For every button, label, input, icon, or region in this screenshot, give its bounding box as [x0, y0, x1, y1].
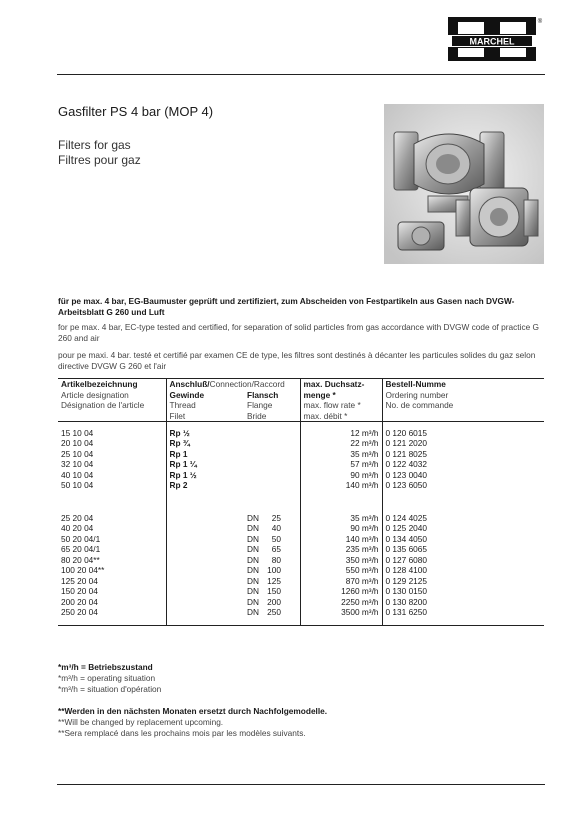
connection-heading-de: Anschluß/ — [169, 379, 210, 389]
table-row — [58, 576, 544, 587]
subtitle-fr: Filtres pour gaz — [58, 153, 141, 167]
flange-cell: DN 80 — [247, 554, 281, 565]
thread-heading-de: Gewinde — [166, 390, 244, 401]
article-cell: 32 10 04 — [61, 459, 94, 469]
order-cell: 0 135 6065 — [382, 544, 544, 555]
table-row — [58, 459, 544, 470]
table-row — [58, 597, 544, 608]
footnote-replacement — [58, 706, 327, 739]
col-connection-heading — [166, 379, 300, 390]
flow-cell: 90 m³/h — [300, 523, 382, 534]
subtitle-en: Filters for gas — [58, 138, 131, 152]
article-cell: 200 20 04 — [61, 596, 98, 607]
order-cell: 0 121 8025 — [382, 449, 544, 460]
article-heading-en: Article designation — [61, 389, 129, 400]
order-cell: 0 123 0040 — [382, 470, 544, 481]
article-cell: 100 20 04** — [61, 565, 105, 575]
thread-heading-en: Thread — [166, 400, 244, 411]
col-article-heading: Artikelbezeichnung — [58, 379, 166, 390]
order-cell: 0 131 6250 — [382, 607, 544, 618]
footnote-unit-fr: *m³/h = situation d'opération — [58, 684, 162, 694]
flow-cell: 3500 m³/h — [300, 607, 382, 618]
order-cell: 0 121 2020 — [382, 438, 544, 449]
flow-cell: 870 m³/h — [300, 576, 382, 587]
article-cell: 20 10 04 — [61, 438, 94, 448]
product-photo — [384, 104, 544, 264]
article-cell: 25 20 04 — [61, 512, 94, 523]
order-cell: 0 129 2125 — [382, 576, 544, 587]
flange-cell: DN 150 — [247, 586, 281, 596]
article-cell: 250 20 04 — [61, 607, 98, 617]
intro-en: for pe max. 4 bar, EC-type tested and certified, for separation of solid particles from gas accordance with DVGW code of practice G 260 and air — [58, 322, 539, 343]
flow-cell: 550 m³/h — [300, 565, 382, 576]
flange-cell: DN 40 — [247, 523, 281, 533]
table-row — [58, 428, 544, 439]
header-rule — [57, 74, 545, 75]
order-cell: 0 125 2040 — [382, 523, 544, 534]
table-row — [58, 565, 544, 576]
flow-cell: 350 m³/h — [300, 555, 382, 566]
footnote-unit — [58, 662, 161, 695]
article-cell: 150 20 04 — [61, 586, 98, 596]
order-heading-fr: No. de commande — [382, 400, 544, 411]
flow-cell: 1260 m³/h — [300, 586, 382, 597]
flow-cell: 57 m³/h — [300, 459, 382, 470]
flange-cell: DN 200 — [247, 596, 281, 607]
thread-cell: Rp ½ — [166, 428, 244, 439]
table-row — [58, 607, 544, 618]
table-row — [58, 523, 544, 534]
article-cell: 125 20 04 — [61, 575, 98, 586]
footer-rule — [57, 784, 545, 785]
flow-cell: 35 m³/h — [300, 513, 382, 524]
flow-heading-en: max. flow rate * — [300, 400, 382, 411]
thread-cell: Rp ¾ — [166, 438, 244, 449]
flow-cell: 22 m³/h — [300, 438, 382, 449]
thread-heading-fr: Filet — [166, 411, 244, 422]
order-cell: 0 123 6050 — [382, 480, 544, 491]
table-row — [58, 544, 544, 555]
footnote-repl-fr: **Sera remplacé dans les prochains mois par les modèles suivants. — [58, 728, 306, 738]
table-row — [58, 513, 544, 524]
flow-cell: 140 m³/h — [300, 534, 382, 545]
order-cell: 0 124 4025 — [382, 513, 544, 524]
intro-fr: pour pe maxi. 4 bar. testé et certifié par examen CE de type, les filtres sont destinés à décanter les particules solides du gaz selon directive DVGW G 260 et l'air — [58, 350, 536, 371]
article-cell: 25 10 04 — [61, 448, 94, 459]
order-cell: 0 122 4032 — [382, 459, 544, 470]
article-cell: 15 10 04 — [61, 427, 94, 438]
flange-cell: DN 125 — [247, 575, 281, 586]
thread-cell: Rp 1 ½ — [166, 470, 244, 481]
flange-cell: DN 100 — [247, 565, 281, 575]
registered-mark: ® — [537, 19, 543, 25]
footnote-repl-de: **Werden in den nächsten Monaten ersetzt durch Nachfolgemodelle. — [58, 706, 328, 716]
order-cell: 0 127 6080 — [382, 555, 544, 566]
flow-heading-de-2: menge * — [300, 390, 382, 401]
order-cell: 0 120 6015 — [382, 428, 544, 439]
thread-cell: Rp 1 — [166, 449, 244, 460]
article-cell: 40 10 04 — [61, 469, 94, 480]
col-order-heading: Bestell-Numme — [382, 379, 544, 390]
article-cell: 80 20 04** — [61, 554, 100, 565]
table-row — [58, 480, 544, 491]
table-row — [58, 470, 544, 481]
flange-cell: DN 50 — [247, 533, 281, 544]
thread-cell: Rp 2 — [166, 480, 244, 491]
flow-heading-fr: max. débit * — [300, 411, 382, 422]
col-flow-heading: max. Duchsatz- — [300, 379, 382, 390]
order-cell: 0 130 0150 — [382, 586, 544, 597]
flange-cell: DN 65 — [247, 544, 281, 554]
table-row — [58, 449, 544, 460]
footnote-unit-de: *m³/h = Betriebszustand — [58, 662, 153, 672]
article-cell: 50 10 04 — [61, 480, 94, 490]
table-row — [58, 586, 544, 597]
flow-cell: 12 m³/h — [300, 428, 382, 439]
flow-cell: 235 m³/h — [300, 544, 382, 555]
flange-cell: DN 25 — [247, 512, 281, 523]
table-header-row-4 — [58, 411, 544, 422]
flow-cell: 2250 m³/h — [300, 597, 382, 608]
flow-cell: 35 m³/h — [300, 449, 382, 460]
marchel-logo — [444, 14, 544, 64]
page-title: Gasfilter PS 4 bar (MOP 4) — [58, 104, 214, 119]
footnote-unit-en: *m³/h = operating situation — [58, 673, 156, 683]
article-cell: 50 20 04/1 — [61, 533, 101, 544]
connection-heading-en-fr: Connection/Raccord — [209, 379, 285, 389]
article-cell: 40 20 04 — [61, 523, 94, 533]
article-cell: 65 20 04/1 — [61, 544, 101, 554]
table-row — [58, 534, 544, 545]
table-row — [58, 555, 544, 566]
logo-wordmark: MARCHEL — [469, 36, 515, 47]
footnote-repl-en: **Will be changed by replacement upcoming. — [58, 717, 224, 727]
article-heading-fr: Désignation de l'article — [61, 400, 145, 410]
order-cell: 0 130 8200 — [382, 597, 544, 608]
order-cell: 0 128 4100 — [382, 565, 544, 576]
flange-heading-de: Flansch — [247, 389, 279, 400]
intro-de: für pe max. 4 bar, EG-Baumuster geprüft und zertifiziert, zum Abscheiden von Festpartikeln aus Gasen nach DVGW-Arbeitsblatt G 260 und Luft — [58, 296, 515, 317]
flange-heading-en: Flange — [247, 400, 273, 410]
flange-cell: DN 250 — [247, 607, 281, 617]
table-header-row-3 — [58, 400, 544, 411]
flange-heading-fr: Bride — [244, 411, 300, 422]
subtitles — [58, 138, 141, 168]
product-table — [58, 378, 544, 626]
thread-cell: Rp 1 ¼ — [166, 459, 244, 470]
flow-cell: 90 m³/h — [300, 470, 382, 481]
order-heading-en: Ordering number — [382, 390, 544, 401]
table-header-row-2 — [58, 390, 544, 401]
order-cell: 0 134 4050 — [382, 534, 544, 545]
table-row — [58, 438, 544, 449]
table-header-row-1 — [58, 379, 544, 390]
flow-cell: 140 m³/h — [300, 480, 382, 491]
